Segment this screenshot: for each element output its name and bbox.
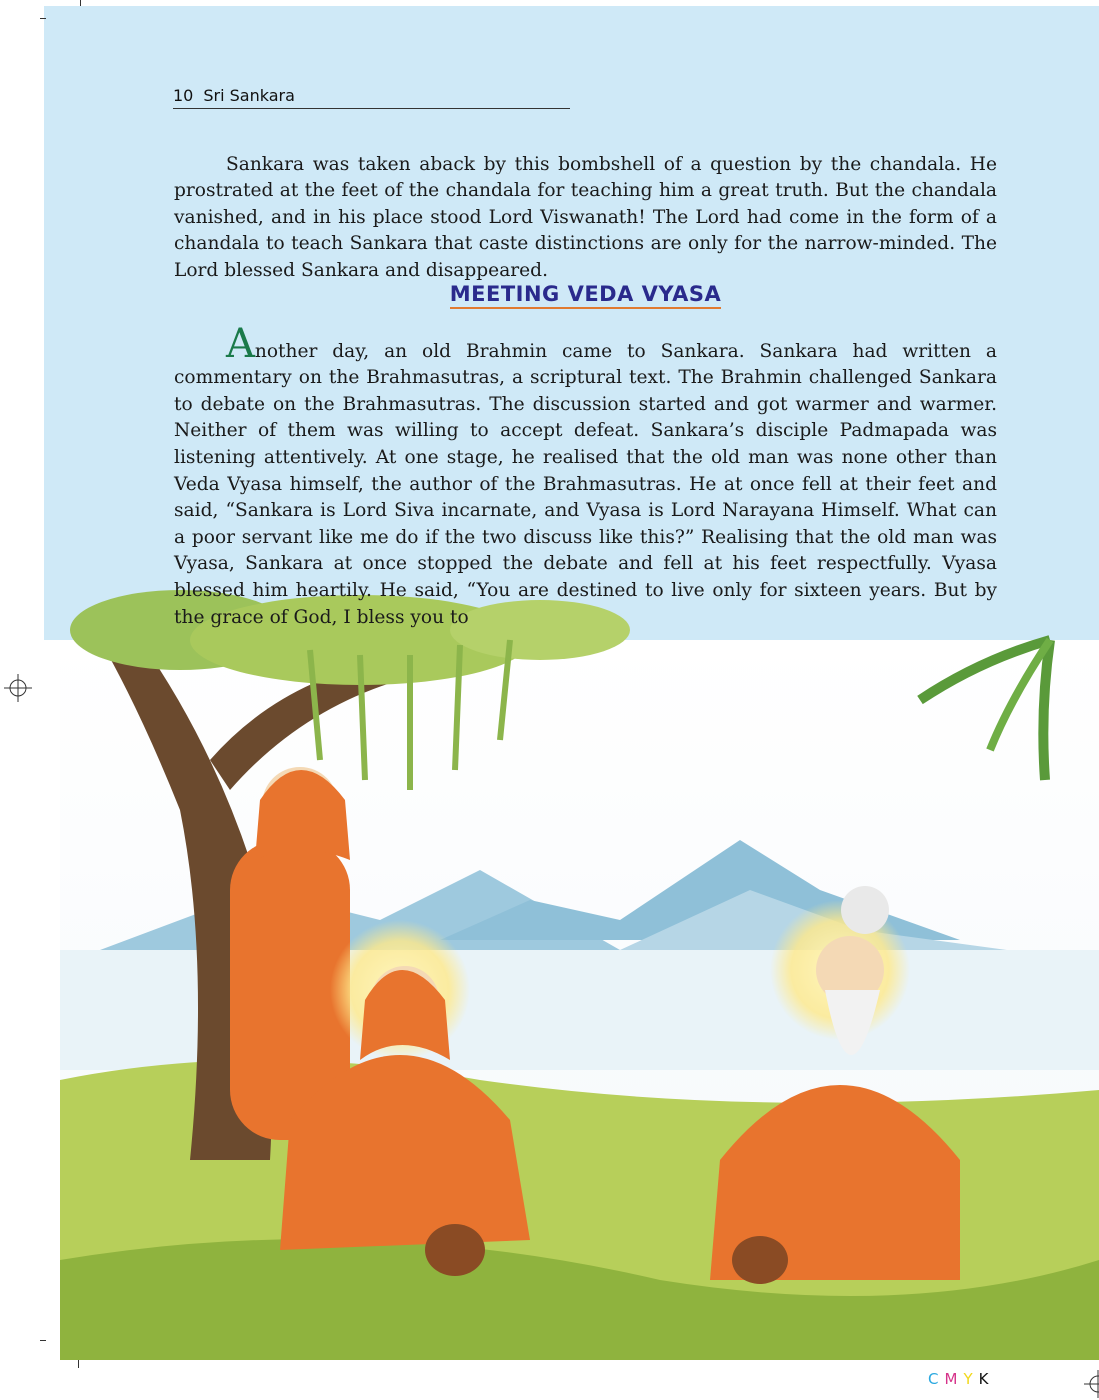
- cmyk-print-mark: CMYK: [928, 1370, 995, 1388]
- crop-mark: [40, 18, 46, 19]
- paragraph-body: nother day, an old Brahmin came to Sankara. Sankara had written a commentary on the Brahmasutras, a scriptural text. The Brahmin challenged Sankara to debate on the Brahmasutras. The discussion started and got warmer and warmer. Neither of them was willing to accept defeat. Sankara’s disciple Padmapada was listening attentively. At one stage, he realised that the old man was none other than Veda Vyasa himself, the author of the Brahmasutras. He at once fell at their feet and said, “Sankara is Lord Siva incarnate, and Vyasa is Lord Narayana Himself. What can a poor servant like me do if the two discuss like this?” Realising that the old man was Vyasa, Sankara at once stopped the debate and fell at his feet respectfully. Vyasa blessed him heartily. He said, “You are destined to live only for sixteen years. But by the grace of God, I bless you to: [174, 340, 997, 628]
- paragraph-chandala: Sankara was taken aback by this bombshell of a question by the chandala. He prostrated at the feet of the chandala for teaching him a great truth. But the chandala vanished, and in his place stood Lord Viswanath! The Lord had come in the form of a chandala to teach Sankara that caste distinctions are only for the narrow-minded. The Lord blessed Sankara and disappeared.: [174, 153, 997, 281]
- crop-mark: [78, 1360, 79, 1368]
- registration-mark: [1084, 1370, 1099, 1398]
- paragraph-veda-vyasa: [174, 320, 997, 632]
- registration-mark: [4, 674, 32, 702]
- page-number: 10: [173, 86, 194, 105]
- section-heading: MEETING VEDA VYASA: [174, 282, 997, 306]
- illustration-sankara-meeting-vyasa: [60, 560, 1099, 1360]
- drop-cap: A: [226, 320, 255, 367]
- book-title: Sri Sankara: [203, 86, 295, 105]
- crop-mark: [80, 0, 81, 6]
- running-header: [173, 86, 570, 109]
- crop-mark: [40, 1340, 46, 1341]
